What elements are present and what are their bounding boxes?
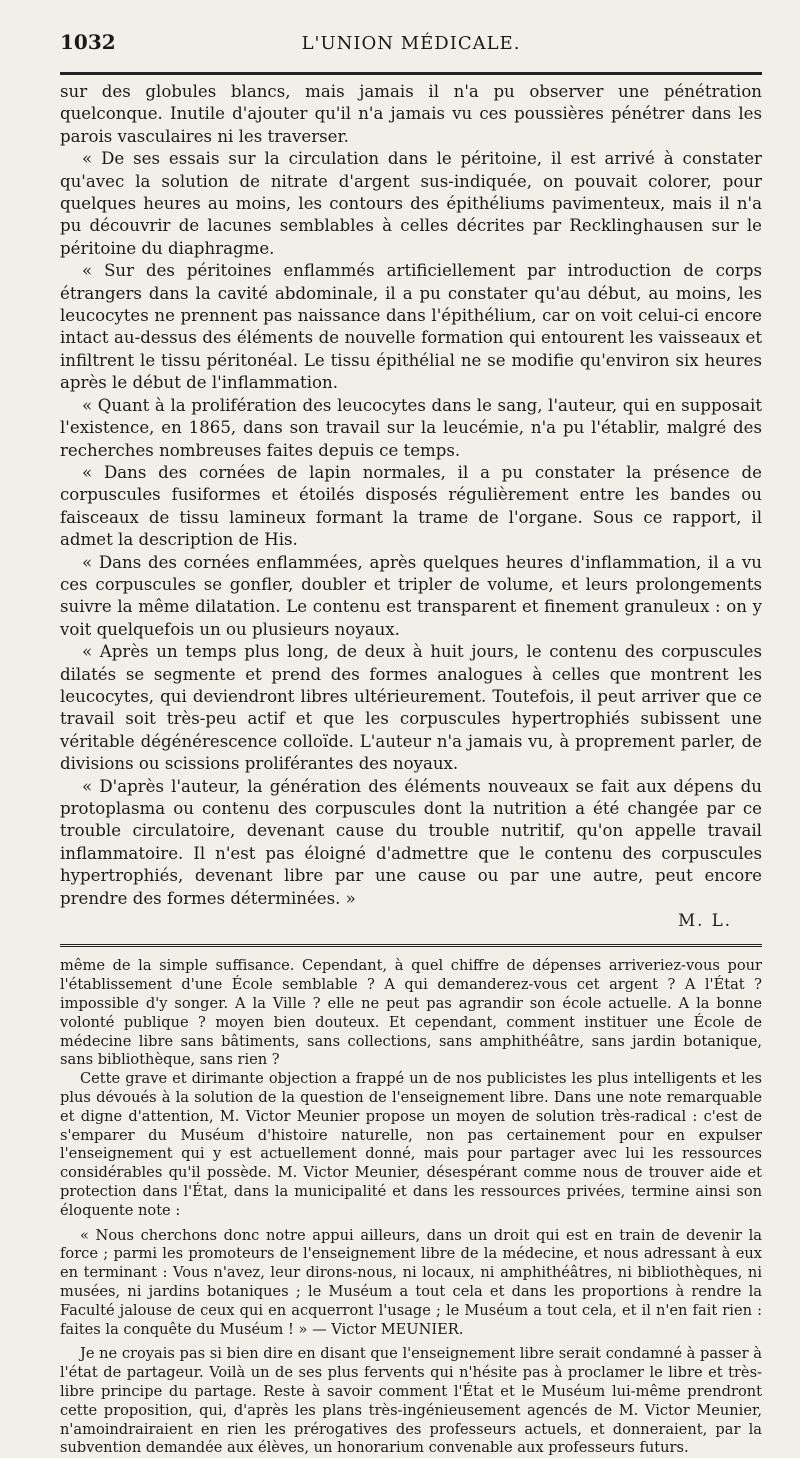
feuilleton-body	[60, 957, 762, 1458]
article-paragraph: « Après un temps plus long, de deux à huit jours, le contenu des corpuscules dilatés se segmente et prend des formes analogues à celles que montrent les leucocytes, qui deviendront libres ultérieurement. Toutefois, il peut arriver que ce travail soit très-peu actif et que les corpuscules hypertrophiés subissent une véritable dégénérescence colloïde. L'auteur n'a jamais vu, à proprement parler, de divisions ou scissions proliférantes des noyaux.	[60, 642, 762, 774]
page-number: 1032	[60, 30, 116, 54]
article-paragraph: « Dans des cornées enflammées, après quelques heures d'inflammation, il a vu ces corpuscules se gonfler, doubler et tripler de volume, et leurs prolongements suivre la même dilatation. Le contenu est transparent et finement granuleux : on y voit quelquefois un ou plusieurs noyaux.	[60, 552, 762, 639]
article-paragraph: « Dans des cornées de lapin normales, il a pu constater la présence de corpuscules fusiformes et étoilés disposés régulièrement entre les bandes ou faisceaux de tissu lamineux formant la trame de l'organe. Sous ce rapport, il admet la description de His.	[60, 462, 762, 550]
feuilleton-rule	[60, 944, 762, 949]
feuilleton-paragraph: Cette grave et dirimante objection a frappé un de nos publicistes les plus intelligents et les plus dévoués à la solution de la question de l'enseignement libre. Dans une note remarquable et digne d'attention, M. Victor Meunier propose un moyen de solution très-radical : c'est de s'emparer du Muséum d'histoire naturelle, non pas certainement pour en expulser l'enseignement qui y est actuellement donné, mais pour partager avec lui les ressources considérables qu'il possède. M. Victor Meunier, désespérant comme nous de trouver aide et protection dans l'État, dans la municipalité et dans les ressources privées, termine ainsi son éloquente note :	[60, 1070, 762, 1219]
article-paragraph: « Sur des péritoines enflammés artificiellement par introduction de corps étrangers dans la cavité abdominale, il a pu constater qu'au début, au moins, les leucocytes ne prennent pas naissance dans l'épithélium, car on voit celui-ci encore intact au-dessus des éléments de nouvelle formation qui entourent les vaisseaux et infiltrent le tissu péritonéal. Le tissu épithélial ne se modifie qu'environ six heures après le début de l'inflammation.	[60, 261, 762, 393]
article-paragraph: « D'après l'auteur, la génération des éléments nouveaux se fait aux dépens du protoplasma ou contenu des corpuscules dont la nutrition a été changée par ce trouble circulatoire, devenant cause du trouble nutritif, qu'on appelle travail inflammatoire. Il n'est pas éloigné d'admettre que le contenu des corpuscules hypertrophiés, devenant libre par une cause ou par une autre, peut encore prendre des formes déterminées. »	[60, 776, 762, 908]
article-paragraph: « Quant à la prolifération des leucocytes dans le sang, l'auteur, qui en supposait l'existence, en 1865, dans son travail sur la leucémie, n'a pu l'établir, malgré des recherches nombreuses faites depuis ce temps.	[60, 395, 762, 460]
article-paragraph: sur des globules blancs, mais jamais il n'a pu observer une pénétration quelconque. Inutile d'ajouter qu'il n'a jamais vu ces poussières pénétrer dans les parois vasculaires ni les traverser.	[60, 82, 762, 146]
article-paragraph: « De ses essais sur la circulation dans le péritoine, il est arrivé à constater qu'avec la solution de nitrate d'argent sus-indiquée, on pouvait colorer, pour quelques heures au moins, les contours des épithéliums pavimenteux, mais il n'a pu découvrir de lacunes semblables à celles décrites par Recklinghausen sur le péritoine du diaphragme.	[60, 149, 762, 258]
page-header	[60, 30, 762, 64]
header-rule	[60, 72, 762, 75]
running-title: L'UNION MÉDICALE.	[301, 33, 521, 54]
feuilleton-paragraph: Je ne croyais pas si bien dire en disant que l'enseignement libre serait condamné à passer à l'état de partageur. Voilà un de ses plus fervents qui n'hésite pas à proclamer le libre et très-libre principe du partage. Reste à savoir comment l'État et le Muséum lui-même prendront cette proposition, qui, d'après les plans très-ingénieusement agencés de M. Victor Meunier, n'amoindrairaient en rien les prérogatives des professeurs actuels, et donneraient, par la subvention demandée aux élèves, un honorarium convenable aux professeurs futurs.	[60, 1345, 762, 1457]
article-signature: M. L.	[678, 911, 732, 931]
signature-line	[60, 910, 762, 932]
article-body	[60, 81, 762, 932]
feuilleton-paragraph: même de la simple suffisance. Cependant, à quel chiffre de dépenses arriveriez-vous pour l'établissement d'une École semblable ? A qui demanderez-vous cet argent ? A l'État ? impossible d'y songer. A la Ville ? elle ne peut pas agrandir son école actuelle. A la bonne volonté publique ? moyen bien douteux. Et cependant, comment instituer une École de médecine libre sans bâtiments, sans collections, sans amphithéâtre, sans jardin botanique, sans bibliothèque, sans rien ?	[60, 957, 762, 1069]
feuilleton-quote: « Nous cherchons donc notre appui ailleurs, dans un droit qui est en train de devenir la force ; parmi les promoteurs de l'enseignement libre de la médecine, et nous adressant à eux en terminant : Vous n'avez, leur dirons-nous, ni locaux, ni amphithéâtres, ni bibliothèques, ni musées, ni jardins botaniques ; le Muséum a tout cela et dans les proportions à rendre la Faculté jalouse de ceux qui en acquerront l'usage ; le Muséum a tout cela, et il n'en fait rien : faites la conquête du Muséum ! » — Victor MEUNIER.	[60, 1226, 762, 1338]
